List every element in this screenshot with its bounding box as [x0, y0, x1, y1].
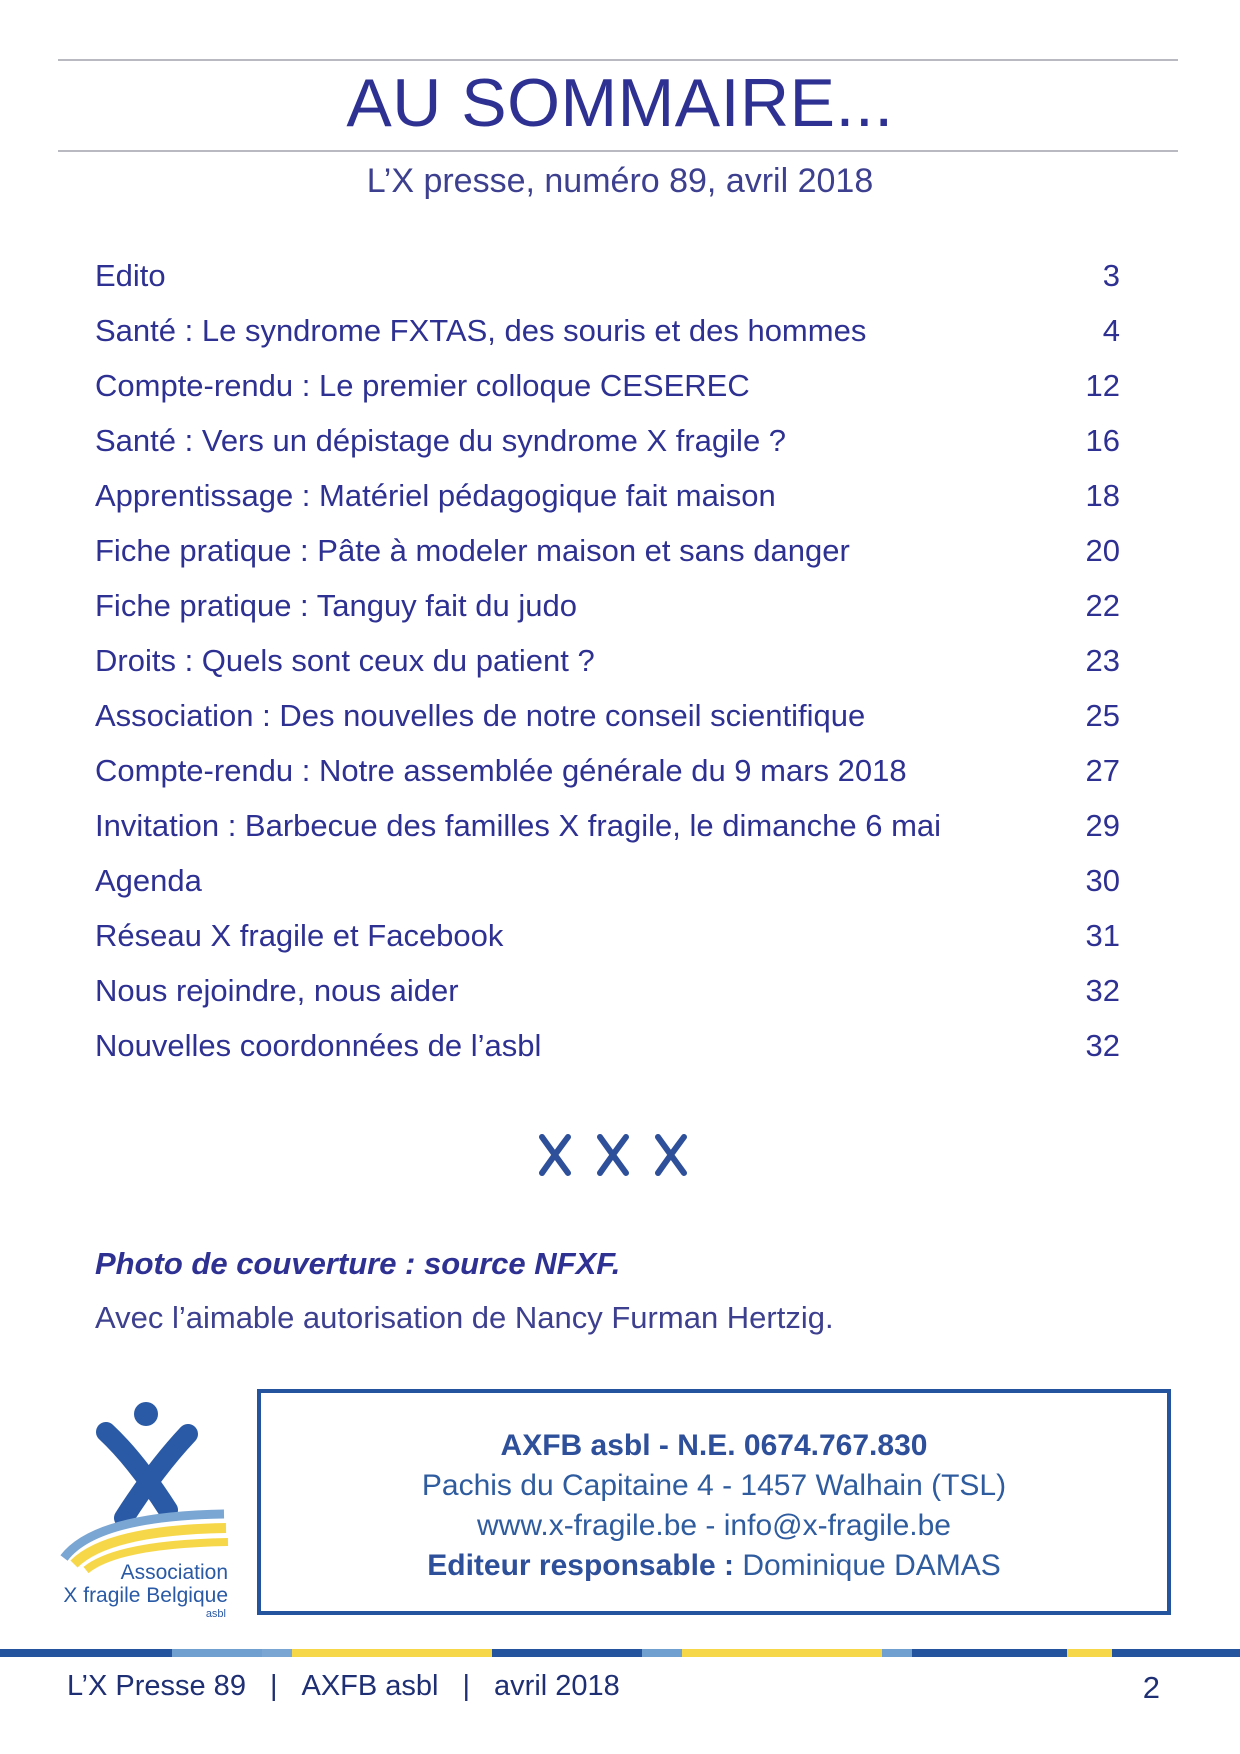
- footer-separator: |: [462, 1670, 471, 1702]
- toc-title: Apprentissage : Matériel pédagogique fait maison: [95, 478, 776, 513]
- toc-row[interactable]: [95, 910, 1120, 965]
- toc-page: 18: [1085, 478, 1120, 513]
- footer-color-bar: [0, 1649, 1240, 1657]
- toc-title: Fiche pratique : Tanguy fait du judo: [95, 588, 577, 623]
- page-title: AU SOMMAIRE...: [346, 65, 894, 141]
- footer-separator: |: [269, 1670, 278, 1702]
- toc-page: 3: [1102, 258, 1120, 293]
- toc-title: Compte-rendu : Le premier colloque CESEREC: [95, 368, 750, 403]
- toc-row[interactable]: [95, 250, 1120, 305]
- editor-name: Dominique DAMAS: [742, 1549, 1001, 1582]
- toc-page: 31: [1085, 918, 1120, 953]
- org-contact[interactable]: www.x-fragile.be - info@x-fragile.be: [477, 1509, 951, 1542]
- toc-row[interactable]: [95, 855, 1120, 910]
- toc-page: 32: [1085, 1028, 1120, 1063]
- toc-page: 4: [1102, 313, 1120, 348]
- toc-row[interactable]: [95, 470, 1120, 525]
- title-rule: [58, 150, 1178, 152]
- cover-photo-title: Photo de couverture : source NFXF.: [95, 1246, 621, 1281]
- publisher-info-box: [257, 1389, 1171, 1615]
- toc-title: Santé : Le syndrome FXTAS, des souris et des hommes: [95, 313, 867, 348]
- toc-row[interactable]: [95, 1020, 1120, 1075]
- toc-row[interactable]: [95, 360, 1120, 415]
- toc-row[interactable]: [95, 415, 1120, 470]
- toc-row[interactable]: [95, 580, 1120, 635]
- toc-title: Compte-rendu : Notre assemblée générale du 9 mars 2018: [95, 753, 907, 788]
- toc-page: 16: [1085, 423, 1120, 458]
- toc-page: 20: [1085, 533, 1120, 568]
- toc-row[interactable]: [95, 690, 1120, 745]
- toc-title: Nouvelles coordonnées de l’asbl: [95, 1028, 542, 1063]
- toc-page: 25: [1085, 698, 1120, 733]
- toc-page: 30: [1085, 863, 1120, 898]
- logo-text-asbl: asbl: [205, 1608, 226, 1620]
- toc-title: Réseau X fragile et Facebook: [95, 918, 504, 953]
- toc-page: 27: [1085, 753, 1120, 788]
- toc-row[interactable]: [95, 745, 1120, 800]
- toc-title: Edito: [95, 258, 166, 293]
- toc-row[interactable]: [95, 305, 1120, 360]
- cover-photo-credit: Avec l’aimable autorisation de Nancy Furman Hertzig.: [95, 1300, 834, 1335]
- toc-row[interactable]: [95, 635, 1120, 690]
- toc-title: Agenda: [95, 863, 202, 898]
- page-number: 2: [1142, 1670, 1160, 1705]
- toc-page: 32: [1085, 973, 1120, 1008]
- logo-text-name: X fragile Belgique: [63, 1584, 228, 1607]
- toc-page: 22: [1085, 588, 1120, 623]
- footer-publication: L’X Presse 89: [67, 1670, 246, 1702]
- table-of-contents: [95, 250, 1120, 1075]
- footer-date: avril 2018: [494, 1670, 620, 1702]
- toc-title: Droits : Quels sont ceux du patient ?: [95, 643, 595, 678]
- issue-subtitle: L’X presse, numéro 89, avril 2018: [366, 162, 874, 200]
- xxx-divider-icon: [538, 1131, 698, 1179]
- toc-page: 12: [1085, 368, 1120, 403]
- toc-title: Santé : Vers un dépistage du syndrome X fragile ?: [95, 423, 787, 458]
- toc-row[interactable]: [95, 525, 1120, 580]
- org-address: Pachis du Capitaine 4 - 1457 Walhain (TSL): [421, 1469, 1007, 1502]
- toc-page: 23: [1085, 643, 1120, 678]
- toc-title: Fiche pratique : Pâte à modeler maison et sans danger: [95, 533, 850, 568]
- top-rule: [58, 59, 1178, 61]
- toc-page: 29: [1085, 808, 1120, 843]
- org-registration: AXFB asbl - N.E. 0674.767.830: [500, 1429, 928, 1462]
- editor-line: [261, 1546, 1167, 1586]
- toc-title: Invitation : Barbecue des familles X fragile, le dimanche 6 mai: [95, 808, 942, 843]
- editor-label: Editeur responsable :: [427, 1549, 734, 1582]
- toc-title: Association : Des nouvelles de notre conseil scientifique: [95, 698, 866, 733]
- toc-row[interactable]: [95, 800, 1120, 855]
- footer-info: [67, 1670, 620, 1703]
- logo-text-association: Association: [120, 1561, 228, 1584]
- footer-org: AXFB asbl: [301, 1670, 439, 1702]
- toc-title: Nous rejoindre, nous aider: [95, 973, 459, 1008]
- toc-row[interactable]: [95, 965, 1120, 1020]
